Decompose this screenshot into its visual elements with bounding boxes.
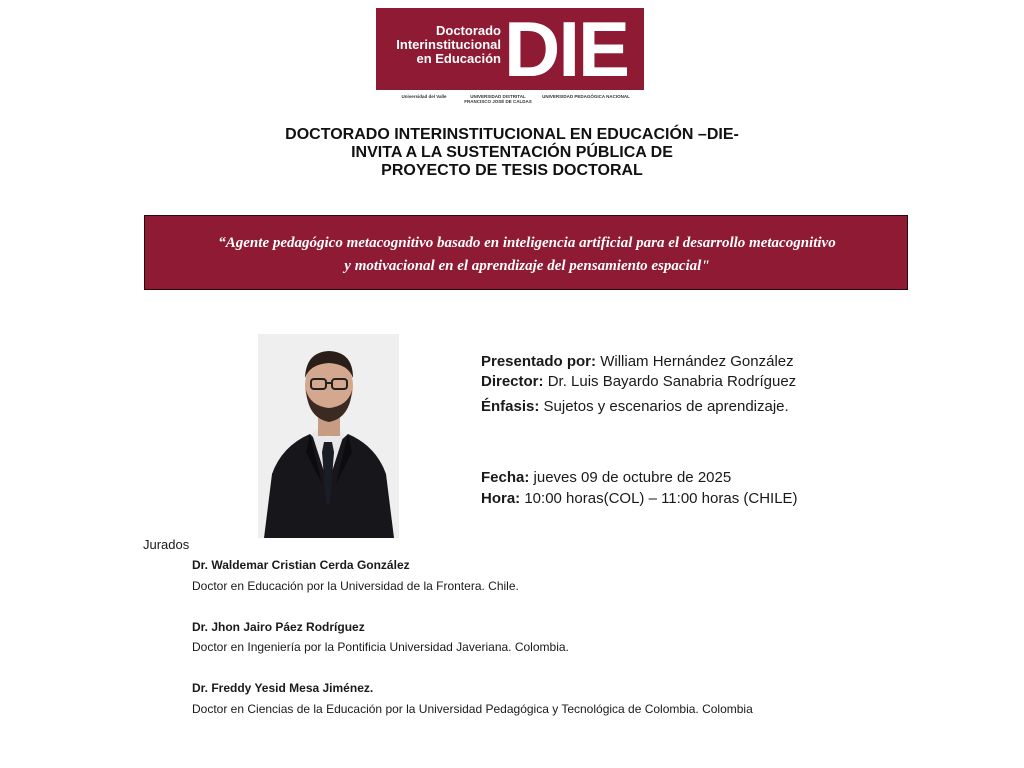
- time-label: Hora:: [481, 490, 521, 507]
- director-line: [481, 372, 796, 392]
- logo-university-2: UNIVERSIDAD DISTRITAL FRANCISCO JOSÉ DE CALDAS: [464, 94, 532, 104]
- date-label: Fecha:: [481, 469, 530, 486]
- time-line: [481, 489, 798, 509]
- jurado-description: Doctor en Ciencias de la Educación por la Universidad Pedagógica y Tecnológica de Colombia. Colombia: [192, 702, 753, 716]
- time-value: 10:00 horas(COL) – 11:00 horas (CHILE): [524, 490, 798, 507]
- logo-line-1: Doctorado: [436, 23, 501, 38]
- jurado-description: Doctor en Educación por la Universidad de la Frontera. Chile.: [192, 579, 519, 593]
- jurado-name: Dr. Jhon Jairo Páez Rodríguez: [192, 620, 365, 634]
- thesis-title-line-2: y motivacional en el aprendizaje del pensamiento espacial": [344, 258, 710, 274]
- jurado-description: Doctor en Ingeniería por la Pontificia Universidad Javeriana. Colombia.: [192, 640, 569, 654]
- logo-university-1: Universidad del Valle: [401, 94, 447, 99]
- die-logo: [376, 5, 644, 108]
- director-label: Director:: [481, 373, 544, 390]
- heading-line-3: PROYECTO DE TESIS DOCTORAL: [381, 162, 643, 179]
- date-value: jueves 09 de octubre de 2025: [533, 469, 732, 486]
- thesis-title-band: [144, 215, 908, 290]
- thesis-title-line-1: “Agente pedagógico metacognitivo basado en inteligencia artificial para el desarrollo metacognitivo: [218, 235, 836, 251]
- date-line: [481, 468, 731, 488]
- presenter-photo: [258, 334, 399, 538]
- presented-by-label: Presentado por:: [481, 353, 597, 370]
- emphasis-value: Sujetos y escenarios de aprendizaje.: [543, 398, 789, 415]
- director-value: Dr. Luis Bayardo Sanabria Rodríguez: [547, 373, 797, 390]
- presented-by-line: [481, 352, 794, 372]
- emphasis-line: [481, 397, 789, 417]
- jurado-name: Dr. Freddy Yesid Mesa Jiménez.: [192, 681, 374, 695]
- logo-line-3: en Educación: [416, 51, 501, 66]
- logo-line-2: Interinstitucional: [396, 37, 501, 52]
- logo-acronym: DIE: [504, 5, 629, 93]
- heading-line-2: INVITA A LA SUSTENTACIÓN PÚBLICA DE: [351, 144, 673, 161]
- logo-program-name: [376, 24, 501, 66]
- invitation-heading: [0, 126, 1024, 180]
- logo-university-3: UNIVERSIDAD PEDAGÓGICA NACIONAL: [542, 94, 630, 99]
- emphasis-label: Énfasis:: [481, 398, 540, 415]
- jurado-name: Dr. Waldemar Cristian Cerda González: [192, 558, 410, 572]
- thesis-title: [145, 232, 909, 278]
- heading-line-1: DOCTORADO INTERINSTITUCIONAL EN EDUCACIÓN –DIE-: [285, 126, 739, 143]
- presenter-portrait-image: [258, 334, 399, 538]
- presented-by-value: William Hernández González: [600, 353, 794, 370]
- jurados-label: Jurados: [143, 537, 190, 552]
